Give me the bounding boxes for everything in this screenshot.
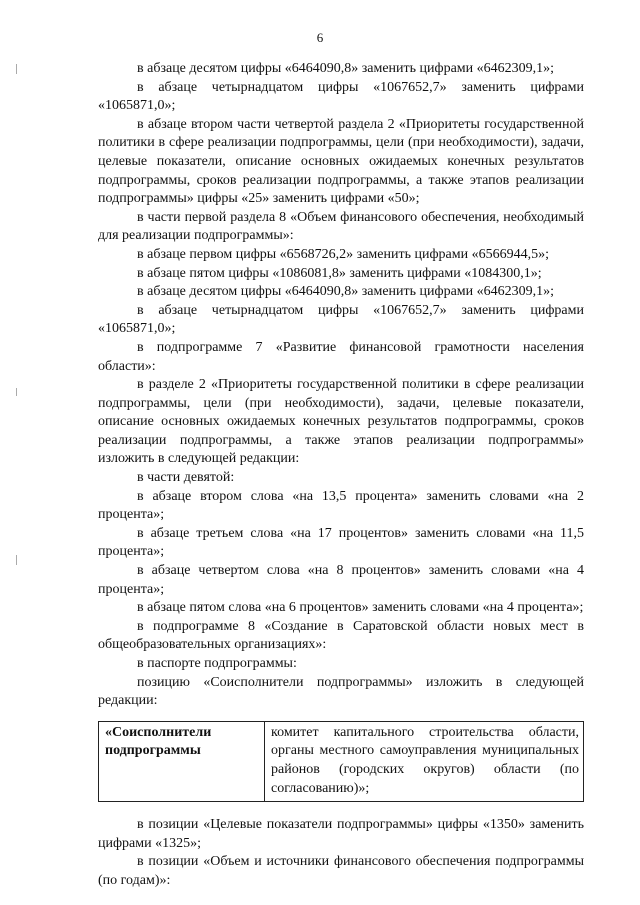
paragraph: в абзаце четвертом слова «на 8 процентов» заменить словами «на 4 процента»;	[98, 563, 584, 597]
table-value-cell: комитет капитального строительства области, органы местного самоуправления муниципальных районов (городских округов) области (по согласованию)»;	[265, 721, 584, 801]
paragraph: в абзаце третьем слова «на 17 процентов» заменить словами «на 11,5 процента»;	[98, 525, 584, 560]
paragraph: в абзаце втором слова «на 13,5 процента» заменить словами «на 2 процента»;	[98, 488, 584, 523]
table-label-cell: «Соисполнители подпрограммы	[99, 721, 265, 801]
page-number: 6	[316, 30, 324, 45]
table-row	[99, 721, 584, 801]
scan-margin-mark	[16, 555, 17, 565]
paragraph: в абзаце пятом цифры «1086081,8» заменить цифрами «1084300,1»;	[137, 265, 542, 281]
scan-margin-mark	[16, 388, 17, 396]
paragraph: в позиции «Целевые показатели подпрограммы» цифры «1350» заменить цифрами «1325»;	[98, 817, 584, 851]
paragraph: в части девятой:	[137, 470, 235, 486]
document-body	[98, 60, 584, 891]
paragraph: в абзаце первом цифры «6568726,2» заменить цифрами «6566944,5»;	[137, 246, 549, 262]
paragraph: позицию «Соисполнители подпрограммы» изложить в следующей редакции:	[98, 674, 584, 709]
paragraph: в подпрограмме 7 «Развитие финансовой грамотности населения области»:	[98, 339, 584, 374]
paragraph: в позиции «Объем и источники финансового обеспечения подпрограммы (по годам)»:	[98, 854, 584, 888]
paragraph: в абзаце десятом цифры «6464090,8» заменить цифрами «6462309,1»;	[137, 284, 555, 300]
paragraph: в абзаце четырнадцатом цифры «1067652,7» заменить цифрами «1065871,0»;	[98, 302, 584, 337]
coexecutors-table	[98, 721, 584, 802]
paragraph: в подпрограмме 8 «Создание в Саратовской области новых мест в общеобразовательных организациях»:	[98, 618, 584, 653]
paragraph: в абзаце пятом слова «на 6 процентов» заменить словами «на 4 процента»;	[137, 600, 584, 616]
paragraph: в части первой раздела 8 «Объем финансового обеспечения, необходимый для реализации подпрограммы»:	[98, 209, 584, 244]
paragraph: в абзаце втором части четвертой раздела 2 «Приоритеты государственной политики в сфере реализации подпрограммы, цели (при необходимости), задачи, целевые показатели, описание основных ожидаемых конечных результатов подпрограммы, сроков реализации подпрограммы, а также этапов реализации подпрограммы» цифры «25» заменить цифрами «50»;	[98, 116, 584, 207]
paragraph: в разделе 2 «Приоритеты государственной политики в сфере реализации подпрограммы, цели (при необходимости), задачи, целевые показатели, описание основных ожидаемых конечных результатов подпрограммы, сроков реализации подпрограммы, а также этапов реализации подпрограммы» изложить в следующей редакции:	[98, 377, 584, 467]
paragraph: в абзаце десятом цифры «6464090,8» заменить цифрами «6462309,1»;	[137, 61, 555, 76]
paragraph: в паспорте подпрограммы:	[137, 656, 297, 671]
paragraph: в абзаце четырнадцатом цифры «1067652,7» заменить цифрами «1065871,0»;	[98, 79, 584, 114]
scan-margin-mark	[16, 64, 17, 74]
